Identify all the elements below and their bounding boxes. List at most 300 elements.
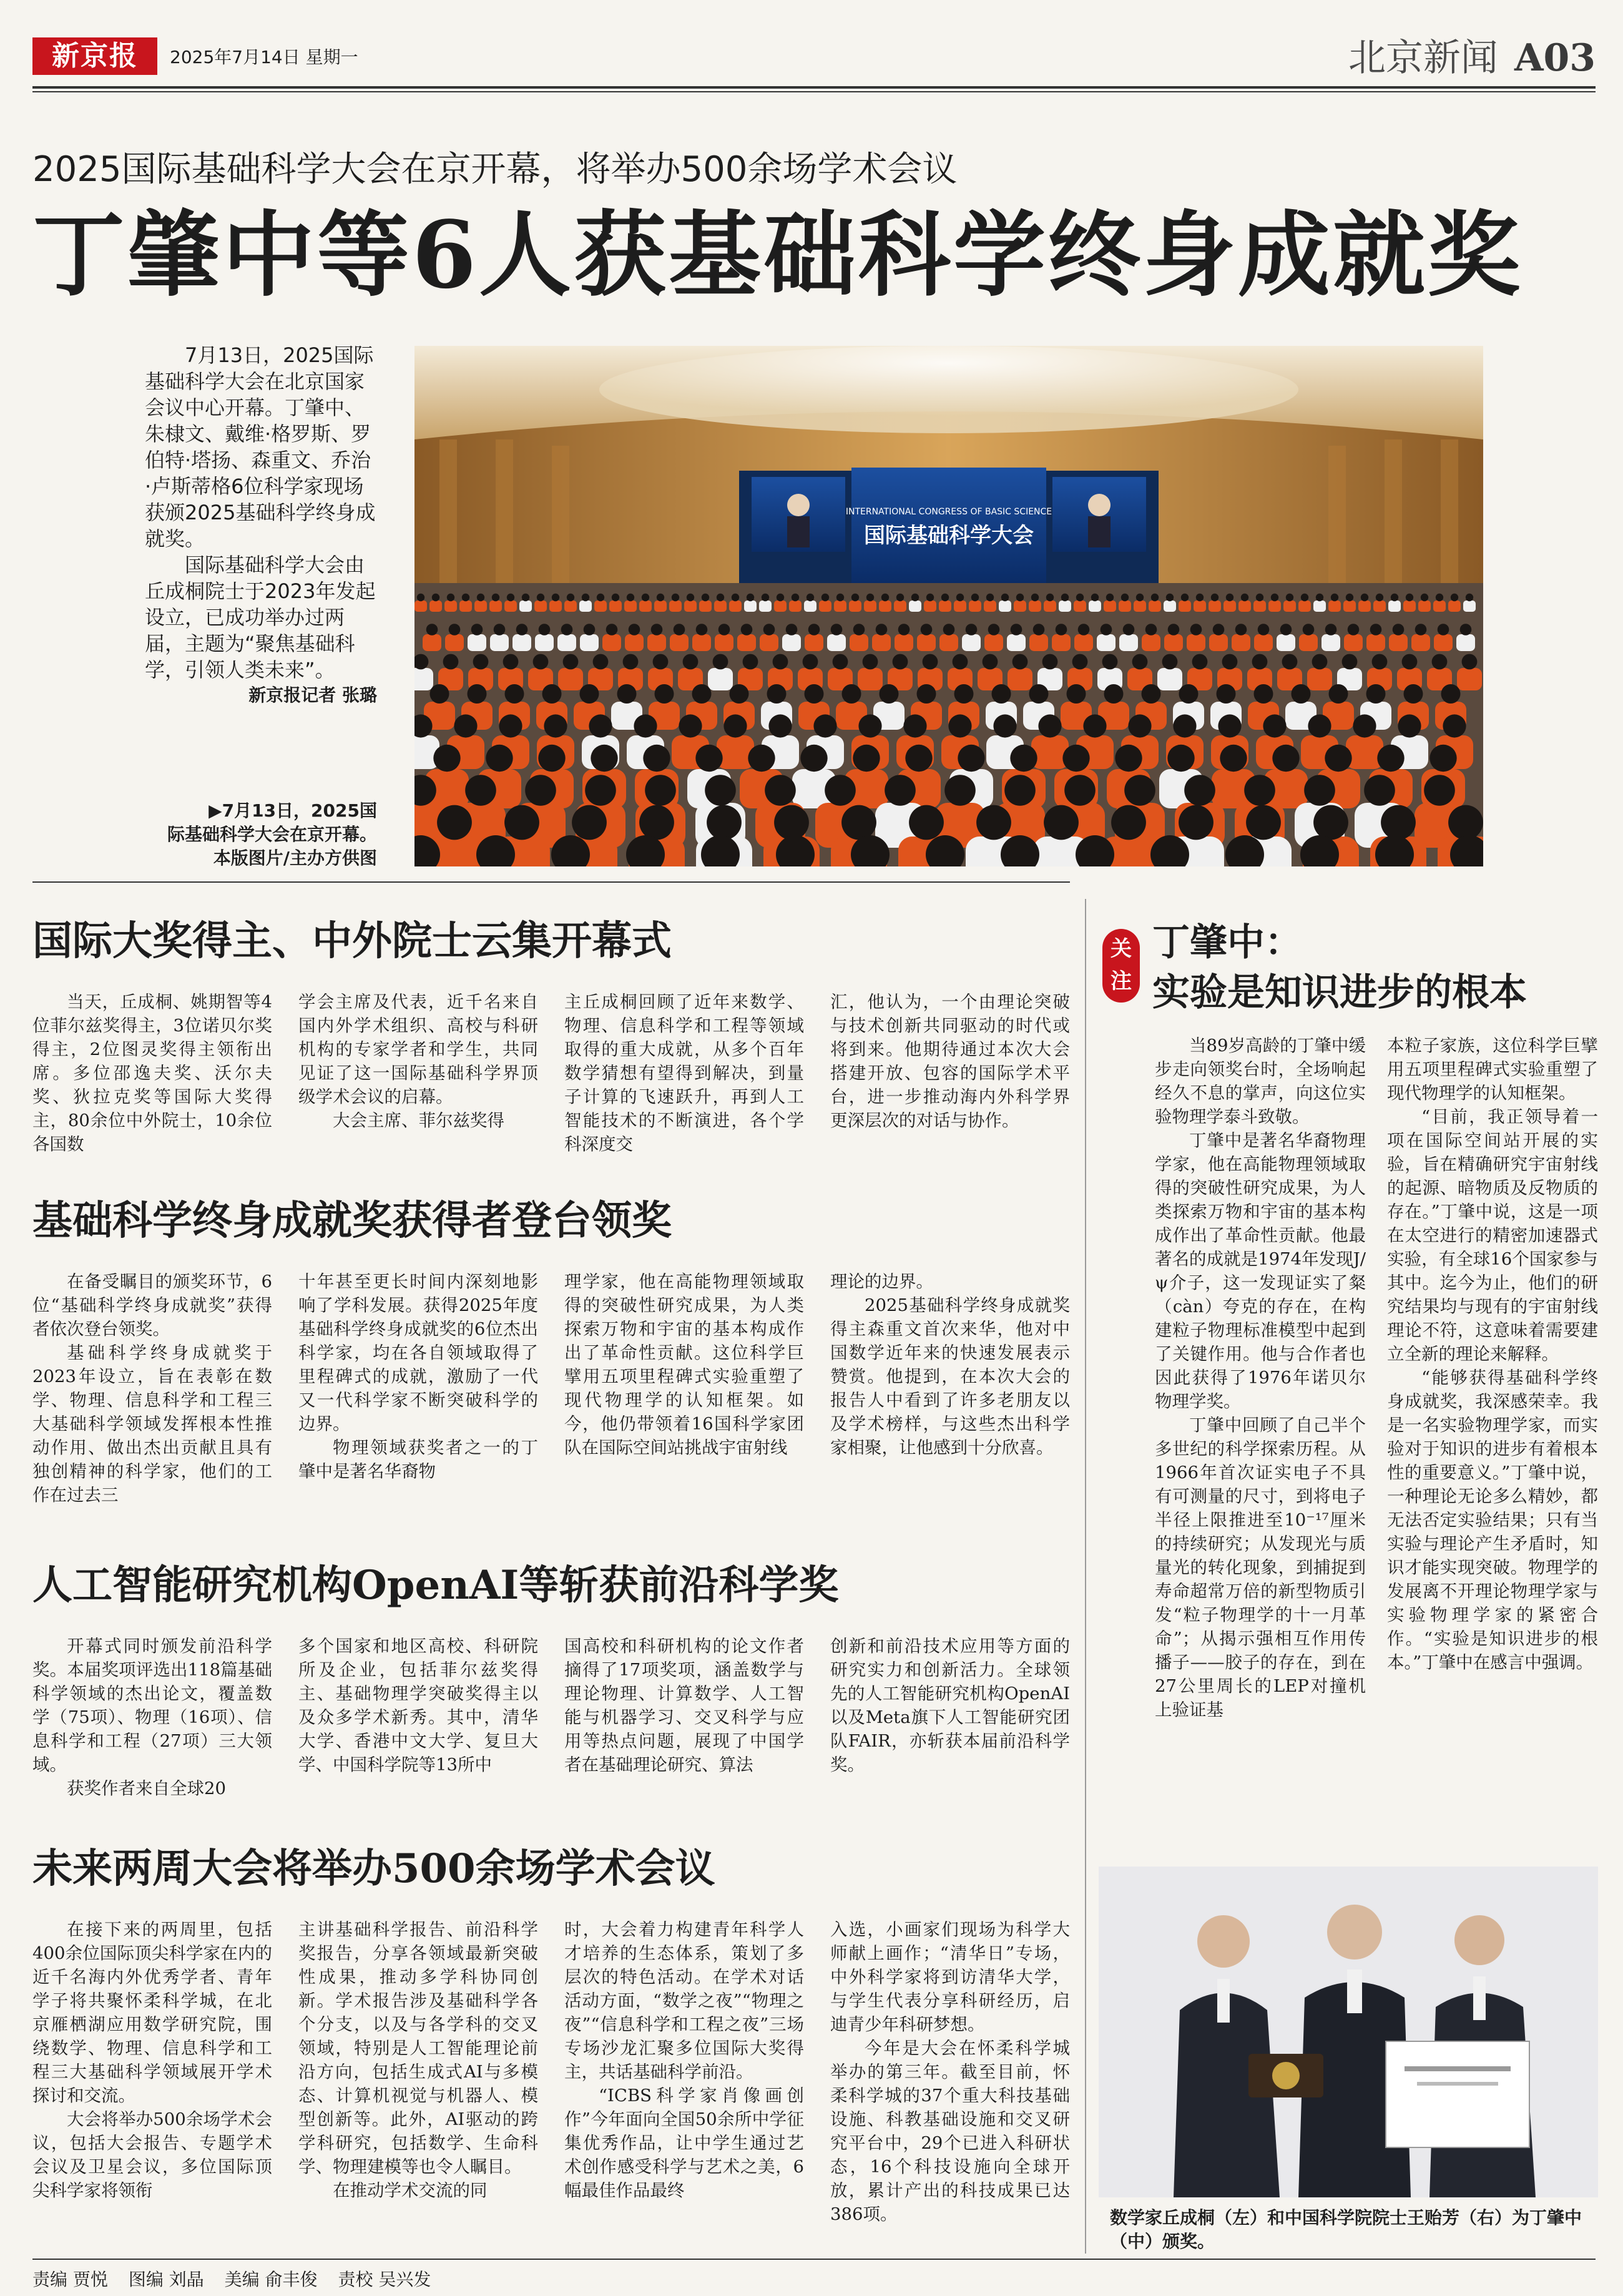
audience-member <box>715 634 733 651</box>
article-column <box>32 1270 272 1534</box>
audience-head <box>748 745 775 772</box>
audience-member <box>849 601 861 612</box>
audience-member <box>1373 601 1386 612</box>
paragraph: 多个国家和地区高校、科研院所及企业，包括菲尔兹奖得主、基础物理学突破奖得主以及众多学术新秀。其中，清华大学、香港中文大学、复旦大学、中国科学院等13所中 <box>298 1636 538 1775</box>
headline: 丁肇中等6人获基础科学终身成就奖 <box>32 200 1522 309</box>
audience-head <box>1372 654 1388 670</box>
paragraph: 2025基础科学终身成就奖得主森重文首次来华，他对中国数学近年来的快速发展表示赞赏。他提到，在本次大会的报告人中看到了许多老朋友以及学术榜样，与这些杰出科学家相聚，让他感到十分欣喜。 <box>830 1295 1070 1458</box>
audience-head <box>1033 624 1045 635</box>
audience-head <box>762 594 769 601</box>
audience-head <box>580 684 599 704</box>
editor-credit: 责编 贾悦 <box>32 2269 108 2290</box>
sidebar-body <box>1155 1034 1598 1820</box>
audience-head <box>713 654 728 670</box>
audience-head <box>1179 684 1199 704</box>
audience-head <box>499 714 522 737</box>
article-column <box>830 1270 1070 1534</box>
audience-head <box>1145 624 1157 635</box>
audience-head <box>542 684 562 704</box>
paragraph: 本粒子家族，这位科学巨擘用五项里程碑式实验重塑了现代物理学的认知框架。 <box>1387 1036 1598 1103</box>
audience-head <box>1151 594 1159 601</box>
audience-head <box>1013 654 1028 670</box>
audience-head <box>468 684 487 704</box>
audience-member <box>834 601 846 612</box>
audience-member <box>1403 601 1416 612</box>
audience-member <box>468 634 486 651</box>
audience-head <box>705 775 736 806</box>
audience-head <box>853 745 880 772</box>
audience-head <box>774 805 809 840</box>
paragraph: 主丘成桐回顾了近年来数学、物理、信息科学和工程等领域取得的重大成就，从多个百年数学猜想有望得到解决，到量子计算的飞速跃升，再到人工智能技术的不断演进，各个学科深度交 <box>564 992 804 1154</box>
audience-head <box>768 714 792 737</box>
audience-head <box>1466 594 1473 601</box>
audience-head <box>1061 594 1069 601</box>
audience-head <box>1325 745 1351 772</box>
audience-head <box>692 684 712 704</box>
masthead-rule-thin <box>32 91 1596 92</box>
audience-member <box>558 668 583 690</box>
audience-member <box>1307 668 1332 690</box>
section-title-opening: 国际大奖得主、中外院士云集开幕式 <box>32 918 672 964</box>
audience-member <box>512 634 531 651</box>
audience-head <box>1366 684 1386 704</box>
audience-head <box>1031 594 1039 601</box>
audience-head <box>1056 624 1067 635</box>
audience-head <box>417 594 424 601</box>
audience-member <box>894 601 906 612</box>
audience-member <box>1031 735 1069 769</box>
audience-member <box>1253 601 1266 612</box>
audience-member <box>1142 634 1160 651</box>
audience-head <box>1353 714 1376 737</box>
paragraph: 大会将举办500余场学术会议，包括大会报告、专题学术会议及卫星会议，多位国际顶尖科学家将领衔 <box>32 2109 272 2200</box>
audience-head <box>1184 775 1215 806</box>
audience-head <box>1406 594 1413 601</box>
audience-member <box>1014 601 1026 612</box>
audience-head <box>1436 594 1443 601</box>
audience-head <box>765 775 796 806</box>
audience-member <box>1134 601 1146 612</box>
article-column <box>298 1918 538 2255</box>
paragraph: 在接下来的两周里，包括400余位国际顶尖科学家在内的近千名海内外优秀学者、青年学子将共聚怀柔科学城，在北京雁栖湖应用数学研究院，围绕数学、物理、信息科学和工程三大基础科学领域展开学术探讨和交流。 <box>32 1920 272 2106</box>
audience-member <box>1321 634 1340 651</box>
audience-head <box>1301 594 1308 601</box>
audience-head <box>730 684 749 704</box>
audience-head <box>792 594 799 601</box>
audience-head <box>1342 654 1358 670</box>
paragraph: 丁肇中是著名华裔物理学家，他在高能物理领域取得的突破性研究成果，为人类探索万物和宇宙的基本构成作出了革命性贡献。他最著名的成就是1974年发现J/ψ介子，这一发现证实了粲（càn）夸克的存在，在构建粒子物理标准模型中起到了关键作用。他与合作者也因此获得了1976年诺贝尔物理学奖。 <box>1155 1131 1366 1411</box>
audience-head <box>1460 624 1472 635</box>
audience-member <box>692 634 711 651</box>
photo-credit: 本版图片/主办方供图 <box>213 848 377 868</box>
audience-head <box>1083 714 1106 737</box>
audience-head <box>1286 594 1293 601</box>
audience-member <box>534 601 547 612</box>
footer-credits <box>32 2267 446 2292</box>
audience-head <box>1254 684 1273 704</box>
audience-member <box>962 634 981 651</box>
audience-head <box>1325 624 1337 635</box>
audience-head <box>1044 805 1079 840</box>
byline: 新京报记者 张璐 <box>248 685 377 705</box>
audience-head <box>1142 684 1161 704</box>
audience-head <box>1067 684 1086 704</box>
sidebar-column-1 <box>1155 1034 1366 1820</box>
audience-member <box>647 634 666 651</box>
audience-head <box>1282 654 1298 670</box>
audience-head <box>1402 654 1418 670</box>
audience-head <box>743 654 758 670</box>
audience-head <box>639 805 674 840</box>
audience-member <box>999 601 1011 612</box>
article-column <box>298 990 538 1159</box>
audience-member <box>669 601 682 612</box>
audience-head <box>1329 684 1348 704</box>
audience-member <box>1119 601 1131 612</box>
audience-head <box>1443 714 1466 737</box>
audience-member <box>872 634 891 651</box>
audience-head <box>1016 594 1024 601</box>
audience-member <box>490 634 509 651</box>
audience-head <box>1226 594 1233 601</box>
audience-head <box>858 714 881 737</box>
audience-member <box>1194 601 1206 612</box>
audience-member <box>519 601 532 612</box>
audience-head <box>696 624 708 635</box>
audience-head <box>1244 775 1275 806</box>
audience-head <box>687 594 694 601</box>
newspaper-logo: 新京报 <box>32 37 157 75</box>
audience-head <box>853 624 865 635</box>
audience-member <box>429 601 442 612</box>
audience-head <box>612 594 619 601</box>
audience-member <box>579 601 592 612</box>
audience-member <box>909 601 921 612</box>
proof-credit: 责校 吴兴发 <box>338 2269 431 2290</box>
audience-head <box>911 594 919 601</box>
audience-head <box>1252 654 1268 670</box>
audience-head <box>606 624 618 635</box>
audience-head <box>866 594 874 601</box>
audience-head <box>617 684 637 704</box>
audience-head <box>976 805 1011 840</box>
audience-member <box>444 601 457 612</box>
lead-paragraph-2: 国际基础科学大会由丘成桐院士于2023年发起设立，已成功举办过两届，主题为“聚焦基础科学，引领人类未来”。 <box>145 553 376 682</box>
audience-member <box>782 634 801 651</box>
section-title-frontier-award: 人工智能研究机构OpenAI等斩获前沿科学奖 <box>32 1562 839 1609</box>
audience-head <box>1241 594 1248 601</box>
audience-member <box>639 601 652 612</box>
audience-head <box>1001 594 1009 601</box>
audience-head <box>584 624 596 635</box>
audience-head <box>943 624 955 635</box>
audience-member <box>564 601 577 612</box>
audience-member <box>1044 601 1056 612</box>
audience-head <box>777 594 784 601</box>
audience-head <box>430 684 449 704</box>
audience-head <box>1101 624 1112 635</box>
audience-head <box>805 684 824 704</box>
audience-head <box>941 594 949 601</box>
audience-head <box>741 624 753 635</box>
section-title-conferences: 未来两周大会将举办500余场学术会议 <box>32 1845 715 1892</box>
audience-member <box>1313 601 1326 612</box>
audience-member <box>1411 634 1430 651</box>
audience-head <box>803 654 818 670</box>
audience-head <box>881 594 889 601</box>
audience-head <box>1106 594 1114 601</box>
audience-head <box>923 654 938 670</box>
article-column <box>564 1918 804 2255</box>
audience-head <box>1272 745 1299 772</box>
audience-head <box>1038 714 1061 737</box>
audience-head <box>627 594 634 601</box>
audience-head <box>563 654 579 670</box>
audience-member <box>1457 668 1482 690</box>
audience-member <box>423 634 441 651</box>
paragraph: 今年是大会在怀柔科学城举办的第三年。截至目前，怀柔科学城的37个重大科技基础设施、科教基础设施和交叉研究平台中，29个已进入科研状态，16个科技设施向全球开放，累计产出的科技成果已达386项。 <box>830 2038 1070 2224</box>
audience-head <box>494 624 506 635</box>
paragraph: 大会主席、菲尔兹奖得 <box>333 1111 504 1131</box>
audience-head <box>831 624 843 635</box>
award-photo-caption: 数学家丘成桐（左）和中国科学院院士王贻芳（右）为丁肇中（中）颁奖。 <box>1110 2207 1582 2252</box>
audience-head <box>1181 594 1189 601</box>
article-column <box>564 1634 804 1828</box>
audience-head <box>944 775 976 806</box>
audience-head <box>525 775 556 806</box>
audience-head <box>642 594 649 601</box>
audience-head <box>552 594 559 601</box>
audience-head <box>477 594 484 601</box>
audience-head <box>1190 624 1202 635</box>
audience-head <box>863 654 878 670</box>
audience-head <box>1132 654 1148 670</box>
audience-member <box>1157 668 1182 690</box>
audience-head <box>1331 594 1338 601</box>
audience-head <box>443 654 459 670</box>
audience-head <box>1115 745 1142 772</box>
audience-member <box>1074 601 1086 612</box>
audience-head <box>1303 624 1315 635</box>
audience-head <box>1424 775 1455 806</box>
article-column <box>32 1918 272 2255</box>
audience-member <box>714 601 727 612</box>
audience-head <box>1064 775 1096 806</box>
audience-member <box>670 634 689 651</box>
sidebar-title-line-2: 实验是知识进步的根本 <box>1152 971 1527 1014</box>
audience-member <box>789 601 802 612</box>
audience-member <box>827 634 846 651</box>
audience-head <box>1218 714 1241 737</box>
paragraph: 理学家，他在高能物理领域取得的突破性研究成果，为人类探索万物和宇宙的基本构成作出了革命性贡献。这位科学巨擘用五项里程碑式实验重塑了现代物理学的认知框架。如今，他仍带领着16国科学家团队在国际空间站挑战宇宙射线 <box>564 1272 804 1458</box>
audience-head <box>1179 805 1214 840</box>
audience-head <box>1316 594 1323 601</box>
audience-head <box>645 775 676 806</box>
sidebar-column-2 <box>1387 1034 1598 1820</box>
audience-member <box>624 601 637 612</box>
audience-head <box>723 714 747 737</box>
footer-rule <box>32 2259 1596 2260</box>
paragraph: 理论的边界。 <box>830 1272 933 1292</box>
audience-member <box>1029 634 1048 651</box>
audience-member <box>557 634 576 651</box>
lead-text <box>145 342 377 708</box>
audience-head <box>1391 594 1398 601</box>
audience-member <box>1463 601 1476 612</box>
audience-head <box>1213 624 1225 635</box>
audience-head <box>629 624 640 635</box>
audience-head <box>763 624 775 635</box>
audience-head <box>1429 745 1456 772</box>
paragraph: 在推动学术交流的同 <box>333 2181 488 2200</box>
audience-head <box>1062 745 1089 772</box>
audience-head <box>813 714 836 737</box>
audience-head <box>992 684 1011 704</box>
section-body-lifetime-award <box>32 1270 1070 1534</box>
audience-member <box>819 601 831 612</box>
audience-head <box>1235 624 1247 635</box>
audience-head <box>1432 654 1448 670</box>
audience-member <box>1164 601 1176 612</box>
audience-head <box>582 594 589 601</box>
audience-head <box>1042 654 1058 670</box>
audience-head <box>1462 654 1478 670</box>
paragraph: 基础科学终身成就奖于2023年设立，旨在表彰在数学、物理、信息科学和工程三大基础科学领域发挥根本性推动作用、做出杰出贡献且具有独创精神的科学家，他们的工作在过去三 <box>32 1343 272 1505</box>
audience-head <box>591 745 617 772</box>
audience-head <box>1162 654 1178 670</box>
audience-member <box>744 601 757 612</box>
audience-head <box>426 624 438 635</box>
audience-member <box>580 634 599 651</box>
audience-head <box>1421 594 1428 601</box>
audience-member <box>489 601 502 612</box>
audience-head <box>544 714 567 737</box>
audience-head <box>597 594 604 601</box>
audience-member <box>414 601 427 612</box>
stage-screen-cn: 国际基础科学大会 <box>864 523 1034 548</box>
audience-head <box>1364 775 1395 806</box>
audience-head <box>1292 684 1311 704</box>
audience-head <box>1004 775 1036 806</box>
audience-member <box>1223 601 1236 612</box>
audience-member <box>1358 601 1371 612</box>
audience-head <box>585 775 616 806</box>
audience-head <box>695 745 722 772</box>
audience-head <box>917 684 936 704</box>
audience-head <box>1280 624 1292 635</box>
audience-member <box>1344 634 1363 651</box>
audience-member <box>1238 601 1251 612</box>
art-credit: 美编 俞丰俊 <box>224 2269 318 2290</box>
audience-head <box>1102 654 1118 670</box>
audience-member <box>984 634 1003 651</box>
audience-head <box>567 594 574 601</box>
audience-head <box>948 714 971 737</box>
audience-head <box>623 654 639 670</box>
audience-member <box>1104 601 1116 612</box>
audience-head <box>432 594 439 601</box>
article-column <box>830 1634 1070 1828</box>
audience-head <box>593 654 609 670</box>
audience-head <box>958 745 984 772</box>
paragraph: 获奖作者来自全球20 <box>67 1778 226 1798</box>
audience-head <box>1348 624 1360 635</box>
audience-member <box>504 601 517 612</box>
audience-head <box>1246 805 1281 840</box>
paragraph: 创新和前沿技术应用等方面的研究实力和创新活力。全球领先的人工智能研究机构OpenAI以及Meta旗下人工智能研究团队FAIR，亦斩获本届前沿科学奖。 <box>830 1636 1070 1775</box>
audience-member <box>414 668 433 690</box>
audience-head <box>956 594 964 601</box>
audience-member <box>1433 601 1446 612</box>
audience-head <box>896 594 904 601</box>
audience-head <box>747 594 754 601</box>
caption-line-1: ▶7月13日，2025国 <box>208 800 377 821</box>
paragraph: 学会主席及代表，近千名来自国内外学术组织、高校与科研机构的专家学者和学生，共同见证了这一国际基础科学界顶级学术会议的启幕。 <box>298 992 538 1107</box>
paragraph: 在备受瞩目的颁奖环节，6位“基础科学终身成就奖”获得者依次登台领奖。 <box>32 1272 272 1339</box>
audience-member <box>1254 634 1273 651</box>
audience-head <box>993 714 1016 737</box>
audience-member <box>858 668 883 690</box>
audience-head <box>1010 745 1037 772</box>
audience-head <box>1166 594 1174 601</box>
audience-head <box>1123 624 1135 635</box>
article-column <box>830 990 1070 1159</box>
audience-head <box>492 594 499 601</box>
audience-head <box>909 805 944 840</box>
audience-head <box>1029 684 1049 704</box>
article-column <box>830 1918 1070 2255</box>
audience-member <box>1209 634 1228 651</box>
audience-head <box>507 594 514 601</box>
audience-member <box>1232 634 1250 651</box>
audience-head <box>504 805 539 840</box>
audience-head <box>473 654 489 670</box>
audience-member <box>805 634 823 651</box>
audience-member <box>737 634 756 651</box>
audience-head <box>589 714 612 737</box>
audience-head <box>1377 745 1404 772</box>
audience-member <box>549 601 562 612</box>
audience-head <box>1438 624 1449 635</box>
audience-head <box>1393 624 1405 635</box>
audience-head <box>651 624 663 635</box>
audience-head <box>718 624 730 635</box>
audience-head <box>1258 624 1270 635</box>
audience-member <box>1149 601 1161 612</box>
audience-head <box>767 684 787 704</box>
audience-head <box>1091 594 1099 601</box>
audience-member <box>1343 601 1356 612</box>
audience-member <box>1059 601 1071 612</box>
audience-member <box>602 634 621 651</box>
audience-head <box>1196 594 1204 601</box>
audience-head <box>1308 714 1331 737</box>
audience-head <box>1136 594 1144 601</box>
audience-head <box>893 654 908 670</box>
audience-head <box>1167 745 1194 772</box>
audience-head <box>437 805 472 840</box>
article-column <box>32 990 272 1159</box>
audience-member <box>759 601 772 612</box>
audience-member <box>625 634 644 651</box>
section-body-conferences <box>32 1918 1070 2255</box>
audience-head <box>1451 594 1458 601</box>
audience-member <box>924 601 936 612</box>
audience-head <box>1104 684 1124 704</box>
paragraph: 开幕式同时颁发前沿科学奖。本届奖项评选出118篇基础科学领域的杰出论文，覆盖数学（75项）、物理（16项）、信息科学和工程（27项）三大领域。 <box>32 1636 272 1775</box>
section-body-frontier-award <box>32 1634 1070 1828</box>
section-title-lifetime-award: 基础科学终身成就奖获得者登台领奖 <box>32 1197 672 1244</box>
